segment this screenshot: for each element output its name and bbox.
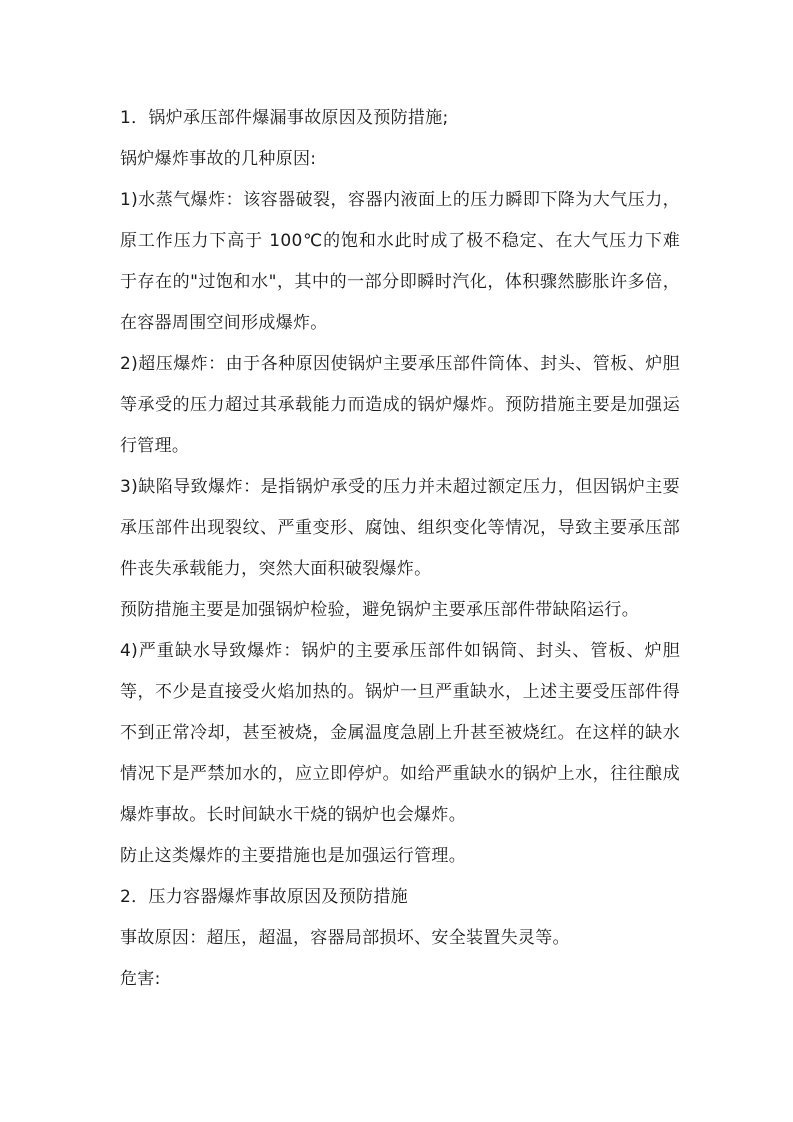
heading-pressure-vessel-accidents: 2．压力容器爆炸事故原因及预防措施 — [120, 887, 408, 907]
paragraph-accident-causes: 事故原因：超压，超温，容器局部损坏、安全装置失灵等。 — [120, 928, 570, 948]
subheading-explosion-causes: 锅炉爆炸事故的几种原因: — [120, 149, 317, 169]
paragraph-steam-explosion: 1)水蒸气爆炸：该容器破裂，容器内液面上的压力瞬即下降为大气压力，原工作压力下高于 100℃的饱和水此时成了极不稳定、在大气压力下难于存在的"过饱和水"，其中的一部分即瞬时汽化，体积骤然膨胀许多倍，在容器周围空间形成爆炸。 — [120, 190, 680, 333]
paragraph-water-shortage-explosion: 4)严重缺水导致爆炸：锅炉的主要承压部件如锅筒、封头、管板、炉胆等，不少是直接受火焰加热的。锅炉一旦严重缺水，上述主要受压部件得不到正常冷却，甚至被烧，金属温度急剧上升甚至被烧红。在这样的缺水情况下是严禁加水的，应立即停炉。如给严重缺水的锅炉上水，往往酿成爆炸事故。长时间缺水干烧的锅炉也会爆炸。 — [120, 641, 680, 825]
heading-boiler-accidents: 1．锅炉承压部件爆漏事故原因及预防措施; — [120, 108, 449, 128]
paragraph-defect-prevention: 预防措施主要是加强锅炉检验，避免锅炉主要承压部件带缺陷运行。 — [120, 600, 639, 620]
paragraph-overpressure-explosion: 2)超压爆炸：由于各种原因使锅炉主要承压部件筒体、封头、管板、炉胆等承受的压力超过其承载能力而造成的锅炉爆炸。预防措施主要是加强运行管理。 — [120, 354, 680, 456]
paragraph-defect-explosion: 3)缺陷导致爆炸：是指锅炉承受的压力并未超过额定压力，但因锅炉主要承压部件出现裂纹、严重变形、腐蚀、组织变化等情况，导致主要承压部件丧失承载能力，突然大面积破裂爆炸。 — [120, 477, 680, 579]
paragraph-hazards: 危害: — [120, 969, 161, 989]
document-body — [120, 98, 680, 1000]
paragraph-water-shortage-prevention: 防止这类爆炸的主要措施也是加强运行管理。 — [120, 846, 466, 866]
